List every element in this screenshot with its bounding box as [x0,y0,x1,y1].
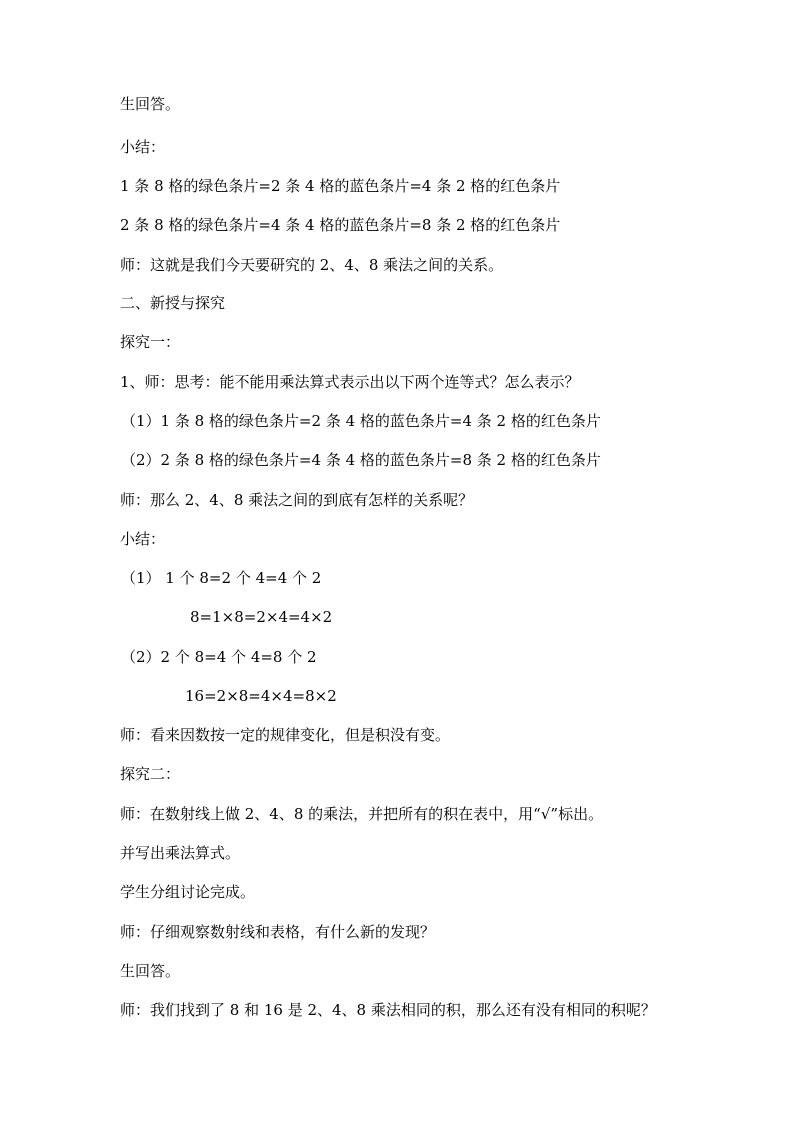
text-line: 师：看来因数按一定的规律变化，但是积没有变。 [120,726,451,744]
text-line: （1）1 条 8 格的绿色条片=2 条 4 格的蓝色条片=4 条 2 格的红色条片 [121,412,601,430]
text-line: 1、师：思考：能不能用乘法算式表示出以下两个连等式？怎么表示？ [120,373,580,391]
text-line: 2 条 8 格的绿色条片=4 条 4 格的蓝色条片=8 条 2 格的红色条片 [120,216,561,234]
equation-line: 16=2×8=4×4=8×2 [185,687,337,705]
text-line: 师：那么 2、4、8 乘法之间的到底有怎样的关系呢？ [120,491,474,509]
text-line: 1 条 8 格的绿色条片=2 条 4 格的蓝色条片=4 条 2 格的红色条片 [120,177,561,195]
text-line: （2）2 个 8=4 个 4=8 个 2 [121,648,317,666]
text-line: 师：仔细观察数射线和表格，有什么新的发现？ [120,923,436,941]
text-line: 师：我们找到了 8 和 16 是 2、4、8 乘法相同的积，那么还有没有相同的积呢？ [120,1001,656,1019]
text-line: 生回答。 [120,962,181,980]
text-line: 学生分组讨论完成。 [120,883,256,901]
text-line: 师：在数射线上做 2、4、8 的乘法，并把所有的积在表中，用“√”标出。 [120,805,604,823]
text-line: 探究二： [120,765,181,783]
section-heading: 二、新授与探究 [120,294,226,312]
equation-line: 8=1×8=2×4=4×2 [190,608,333,626]
text-line: 师：这就是我们今天要研究的 2、4、8 乘法之间的关系。 [120,256,504,274]
text-line: 小结： [120,530,166,548]
text-line: （1） 1 个 8=2 个 4=4 个 2 [121,569,322,587]
text-line: 小结： [120,138,166,156]
text-line: （2）2 条 8 格的绿色条片=4 条 4 格的蓝色条片=8 条 2 格的红色条片 [121,451,601,469]
text-line: 探究一： [120,333,181,351]
text-line: 生回答。 [120,95,181,113]
text-line: 并写出乘法算式。 [120,844,241,862]
